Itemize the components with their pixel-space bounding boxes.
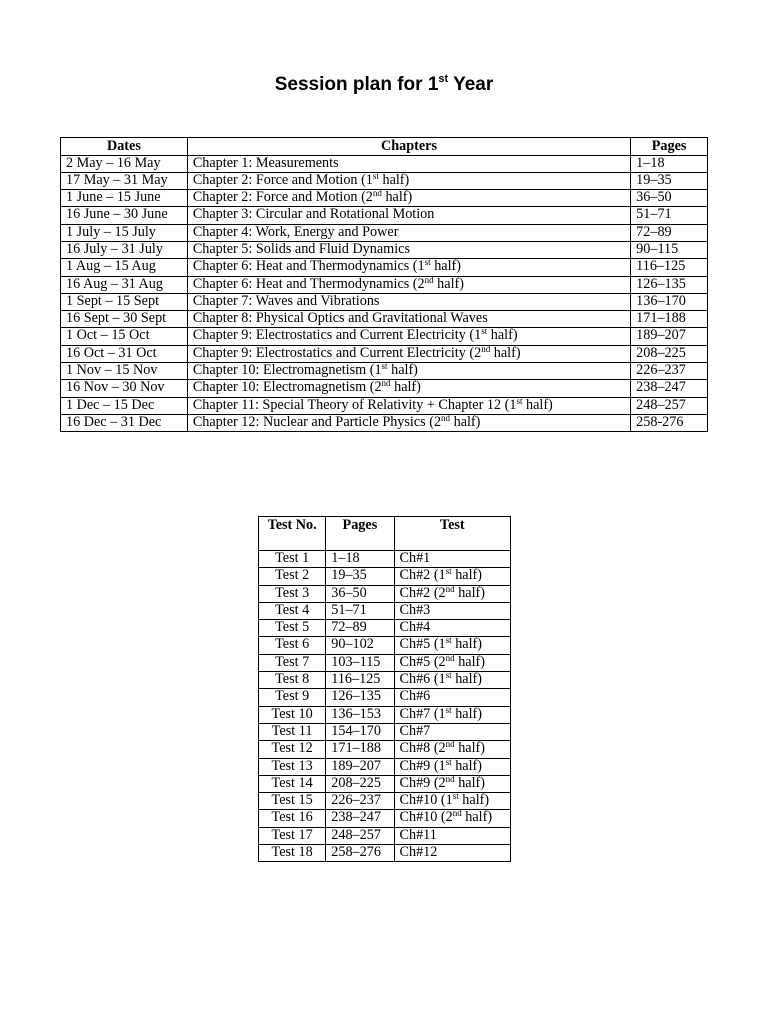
text-segment: half) — [451, 705, 482, 722]
test-cell — [394, 620, 510, 637]
pages-cell: 171–188 — [631, 311, 708, 328]
pages-cell: 116–125 — [326, 672, 394, 689]
table-row — [61, 190, 708, 207]
schedule-header-row — [61, 138, 708, 156]
test-no-cell: Test 4 — [259, 602, 326, 619]
chapter-cell — [187, 155, 630, 172]
text-segment: half) — [454, 774, 485, 791]
ordinal-superscript: st — [445, 566, 452, 577]
dates-cell: 16 June – 30 June — [61, 207, 188, 224]
table-row — [259, 810, 511, 827]
text-segment: Chapter 9: Electrostatics and Current Electricity (1 — [192, 327, 482, 344]
text-segment: half) — [451, 636, 482, 653]
tests-table — [258, 516, 511, 862]
chapter-cell — [187, 311, 630, 328]
test-cell — [394, 793, 510, 810]
test-cell — [394, 551, 510, 568]
ordinal-superscript: nd — [372, 188, 382, 199]
test-no-cell: Test 2 — [259, 568, 326, 585]
ordinal-superscript: st — [445, 635, 452, 646]
chapter-cell — [187, 224, 630, 241]
text-segment: Ch#2 (1 — [399, 567, 446, 584]
text-segment: half) — [487, 327, 518, 344]
text-segment: Chapter 2: Force and Motion (2 — [192, 189, 373, 206]
pages-cell: 226–237 — [326, 793, 394, 810]
text-segment: Ch#8 (2 — [399, 740, 446, 757]
chapter-cell — [187, 293, 630, 310]
test-no-cell: Test 17 — [259, 827, 326, 844]
ordinal-superscript: nd — [445, 583, 455, 594]
text-segment: Chapter 11: Special Theory of Relativity + Chapter 12 (1 — [192, 396, 517, 413]
pages-cell: 258–276 — [326, 845, 394, 862]
dates-cell: 1 Aug – 15 Aug — [61, 259, 188, 276]
chapter-cell — [187, 397, 630, 414]
test-no-cell: Test 11 — [259, 723, 326, 740]
text-segment: Ch#4 — [399, 619, 431, 636]
ordinal-superscript: nd — [481, 343, 491, 354]
test-no-header: Test No. — [259, 517, 326, 551]
text-segment: half) — [458, 792, 490, 809]
chapter-cell — [187, 172, 630, 189]
pages-cell: 1–18 — [631, 155, 708, 172]
pages-header: Pages — [631, 138, 708, 156]
chapter-cell — [187, 328, 630, 345]
ordinal-superscript: st — [424, 257, 431, 268]
text-segment: Ch#9 (2 — [399, 774, 446, 791]
test-cell — [394, 741, 510, 758]
pages-cell: 189–207 — [631, 328, 708, 345]
dates-cell: 16 Oct – 31 Oct — [61, 345, 188, 362]
test-cell — [394, 585, 510, 602]
table-row — [61, 172, 708, 189]
test-no-cell: Test 12 — [259, 741, 326, 758]
table-row — [61, 259, 708, 276]
text-segment: Chapter 2: Force and Motion (1 — [192, 171, 373, 188]
table-row — [259, 637, 511, 654]
ordinal-superscript: nd — [445, 773, 455, 784]
schedule-table — [60, 137, 708, 432]
table-row — [259, 845, 511, 862]
pages-cell: 208–225 — [631, 345, 708, 362]
text-segment: Ch#2 (2 — [399, 584, 446, 601]
text-segment: half) — [451, 671, 482, 688]
text-segment: half) — [451, 757, 482, 774]
ordinal-superscript: nd — [445, 652, 455, 663]
table-row — [61, 414, 708, 431]
pages-cell: 226–237 — [631, 363, 708, 380]
text-segment: half) — [490, 344, 521, 361]
text-segment: Ch#5 (1 — [399, 636, 446, 653]
chapters-header: Chapters — [187, 138, 630, 156]
chapter-cell — [187, 380, 630, 397]
test-cell — [394, 672, 510, 689]
pages-cell: 1–18 — [326, 551, 394, 568]
table-row — [259, 723, 511, 740]
dates-cell: 16 Dec – 31 Dec — [61, 414, 188, 431]
test-cell — [394, 568, 510, 585]
pages-cell: 116–125 — [631, 259, 708, 276]
test-no-cell: Test 7 — [259, 654, 326, 671]
text-segment: Chapter 6: Heat and Thermodynamics (2 — [192, 275, 425, 292]
dates-cell: 1 June – 15 June — [61, 190, 188, 207]
chapter-cell — [187, 363, 630, 380]
page-title — [0, 72, 768, 98]
text-segment: Ch#1 — [399, 550, 431, 566]
ordinal-superscript: st — [516, 395, 523, 406]
text-segment: Ch#5 (2 — [399, 653, 446, 670]
ordinal-superscript: st — [372, 170, 379, 181]
text-segment: half) — [381, 189, 413, 206]
text-segment: Ch#3 — [399, 601, 431, 618]
chapter-cell — [187, 414, 630, 431]
title-text: Session plan for 1 — [274, 74, 439, 95]
pages-cell: 51–71 — [326, 602, 394, 619]
test-cell — [394, 775, 510, 792]
table-row — [259, 793, 511, 810]
ordinal-superscript: nd — [452, 808, 462, 819]
test-no-cell: Test 14 — [259, 775, 326, 792]
test-cell — [394, 602, 510, 619]
text-segment: Chapter 12: Nuclear and Particle Physics (2 — [192, 413, 442, 430]
pages-cell: 171–188 — [326, 741, 394, 758]
text-segment: half) — [390, 379, 421, 396]
title-superscript: st — [438, 73, 449, 85]
chapter-cell — [187, 241, 630, 258]
ordinal-superscript: nd — [445, 739, 455, 750]
text-segment: Chapter 3: Circular and Rotational Motion — [192, 206, 435, 223]
chapter-cell — [187, 345, 630, 362]
dates-cell: 1 Nov – 15 Nov — [61, 363, 188, 380]
table-row — [259, 689, 511, 706]
text-segment: half) — [430, 258, 461, 275]
table-row — [61, 155, 708, 172]
text-segment: half) — [454, 584, 485, 601]
ordinal-superscript: st — [381, 361, 388, 372]
text-segment: half) — [450, 413, 481, 430]
dates-cell: 16 Sept – 30 Sept — [61, 311, 188, 328]
pages-cell: 248–257 — [326, 827, 394, 844]
table-row — [259, 585, 511, 602]
table-row — [61, 345, 708, 362]
table-row — [61, 363, 708, 380]
test-no-cell: Test 6 — [259, 637, 326, 654]
pages-header: Pages — [326, 517, 394, 551]
chapter-cell — [187, 190, 630, 207]
text-segment: Ch#6 (1 — [399, 671, 446, 688]
table-row — [61, 311, 708, 328]
text-segment: Ch#6 — [399, 688, 431, 705]
text-segment: Chapter 1: Measurements — [192, 154, 339, 171]
text-segment: Ch#10 (1 — [399, 792, 453, 809]
pages-cell: 90–102 — [326, 637, 394, 654]
table-row — [259, 775, 511, 792]
text-segment: Chapter 9: Electrostatics and Current Electricity (2 — [192, 344, 482, 361]
pages-cell: 136–170 — [631, 293, 708, 310]
pages-cell: 126–135 — [326, 689, 394, 706]
text-segment: Chapter 8: Physical Optics and Gravitational Waves — [192, 310, 488, 327]
pages-cell: 238–247 — [326, 810, 394, 827]
dates-cell: 1 July – 15 July — [61, 224, 188, 241]
text-segment: half) — [451, 567, 482, 584]
table-row — [61, 397, 708, 414]
text-segment: half) — [454, 653, 485, 670]
pages-cell: 103–115 — [326, 654, 394, 671]
table-row — [259, 654, 511, 671]
text-segment: half) — [378, 171, 410, 188]
test-no-cell: Test 8 — [259, 672, 326, 689]
dates-cell: 1 Dec – 15 Dec — [61, 397, 188, 414]
test-cell — [394, 689, 510, 706]
text-segment: Ch#7 (1 — [399, 705, 446, 722]
text-segment: Chapter 6: Heat and Thermodynamics (1 — [192, 258, 425, 275]
text-segment: Ch#12 — [399, 844, 438, 861]
pages-cell: 19–35 — [326, 568, 394, 585]
text-segment: half) — [387, 362, 418, 379]
text-segment: half) — [461, 809, 493, 826]
pages-cell: 72–89 — [326, 620, 394, 637]
table-row — [61, 380, 708, 397]
text-segment: Ch#11 — [399, 826, 437, 843]
pages-cell: 248–257 — [631, 397, 708, 414]
ordinal-superscript: st — [452, 791, 459, 802]
test-no-cell: Test 1 — [259, 551, 326, 568]
pages-cell: 36–50 — [326, 585, 394, 602]
chapter-cell — [187, 276, 630, 293]
text-segment: Ch#10 (2 — [399, 809, 453, 826]
title-tail: Year — [448, 74, 494, 95]
ordinal-superscript: st — [445, 670, 452, 681]
table-row — [259, 620, 511, 637]
text-segment: Chapter 10: Electromagnetism (2 — [192, 379, 382, 396]
test-cell — [394, 810, 510, 827]
table-row — [259, 602, 511, 619]
test-cell — [394, 637, 510, 654]
dates-cell: 2 May – 16 May — [61, 155, 188, 172]
pages-cell: 51–71 — [631, 207, 708, 224]
dates-cell: 17 May – 31 May — [61, 172, 188, 189]
ordinal-superscript: nd — [381, 378, 391, 389]
test-header: Test — [394, 517, 510, 551]
text-segment: half) — [522, 396, 553, 413]
test-no-cell: Test 18 — [259, 845, 326, 862]
test-cell — [394, 654, 510, 671]
text-segment: Chapter 7: Waves and Vibrations — [192, 292, 380, 309]
ordinal-superscript: nd — [424, 274, 434, 285]
ordinal-superscript: st — [445, 756, 452, 767]
pages-cell: 208–225 — [326, 775, 394, 792]
table-row — [259, 758, 511, 775]
text-segment: Chapter 5: Solids and Fluid Dynamics — [192, 240, 410, 257]
pages-cell: 238–247 — [631, 380, 708, 397]
pages-cell: 136–153 — [326, 706, 394, 723]
dates-cell: 16 Aug – 31 Aug — [61, 276, 188, 293]
table-row — [61, 293, 708, 310]
ordinal-superscript: st — [481, 326, 488, 337]
dates-header: Dates — [61, 138, 188, 156]
table-row — [259, 672, 511, 689]
pages-cell: 126–135 — [631, 276, 708, 293]
table-row — [259, 827, 511, 844]
text-segment: Chapter 10: Electromagnetism (1 — [192, 362, 382, 379]
text-segment: Ch#7 — [399, 722, 431, 739]
test-no-cell: Test 5 — [259, 620, 326, 637]
text-segment: Ch#9 (1 — [399, 757, 446, 774]
dates-cell: 16 July – 31 July — [61, 241, 188, 258]
test-cell — [394, 827, 510, 844]
test-cell — [394, 845, 510, 862]
dates-cell: 1 Oct – 15 Oct — [61, 328, 188, 345]
text-segment: Chapter 4: Work, Energy and Power — [192, 223, 399, 240]
table-row — [61, 207, 708, 224]
table-row — [61, 241, 708, 258]
text-segment: half) — [433, 275, 464, 292]
pages-cell: 154–170 — [326, 723, 394, 740]
pages-cell: 19–35 — [631, 172, 708, 189]
pages-cell: 72–89 — [631, 224, 708, 241]
test-cell — [394, 723, 510, 740]
chapter-cell — [187, 259, 630, 276]
table-row — [61, 276, 708, 293]
pages-cell: 90–115 — [631, 241, 708, 258]
test-no-cell: Test 13 — [259, 758, 326, 775]
dates-cell: 1 Sept – 15 Sept — [61, 293, 188, 310]
table-row — [259, 706, 511, 723]
ordinal-superscript: nd — [441, 412, 451, 423]
text-segment: half) — [454, 740, 485, 757]
pages-cell: 36–50 — [631, 190, 708, 207]
table-row — [61, 224, 708, 241]
ordinal-superscript: st — [445, 704, 452, 715]
pages-cell: 189–207 — [326, 758, 394, 775]
dates-cell: 16 Nov – 30 Nov — [61, 380, 188, 397]
table-row — [259, 551, 511, 568]
chapter-cell — [187, 207, 630, 224]
test-no-cell: Test 15 — [259, 793, 326, 810]
tests-header-row — [259, 517, 511, 551]
table-row — [61, 328, 708, 345]
test-cell — [394, 758, 510, 775]
pages-cell: 258-276 — [631, 414, 708, 431]
table-row — [259, 741, 511, 758]
table-row — [259, 568, 511, 585]
test-no-cell: Test 9 — [259, 689, 326, 706]
test-cell — [394, 706, 510, 723]
test-no-cell: Test 10 — [259, 706, 326, 723]
test-no-cell: Test 3 — [259, 585, 326, 602]
test-no-cell: Test 16 — [259, 810, 326, 827]
